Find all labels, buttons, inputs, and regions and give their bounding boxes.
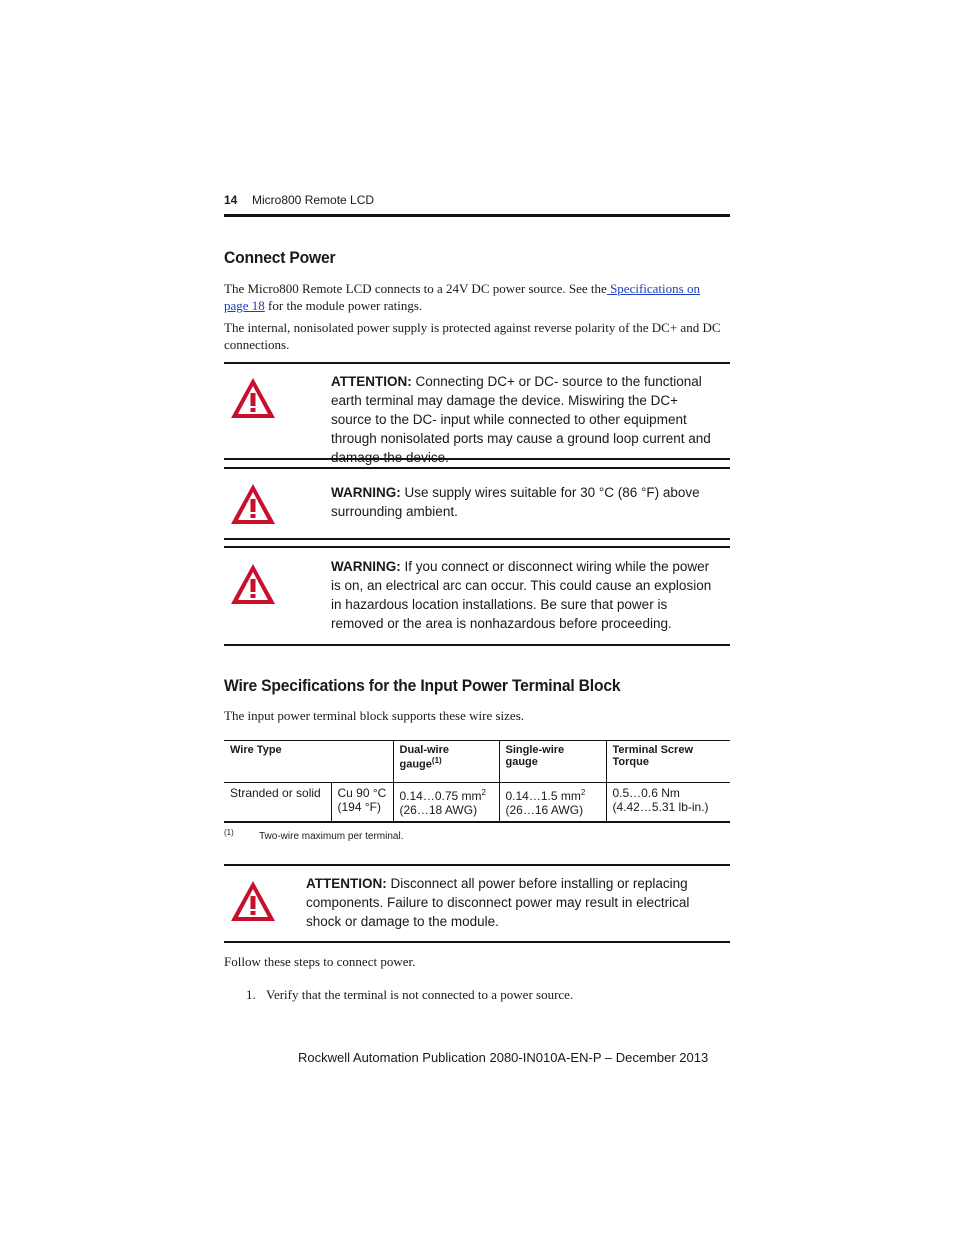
table-header-row <box>224 741 730 783</box>
notice-rule <box>224 644 730 646</box>
notice-text: If you connect or disconnect wiring while the power is on, an electrical arc can occur. This could cause an explosion in hazardous location installations. Be sure that power is removed or the area is nonhazardous before proceeding. <box>331 559 712 631</box>
notice-label: WARNING: <box>331 559 401 574</box>
notice-rule <box>224 864 730 866</box>
cell-single-wire: 0.14…1.5 $mm^2$ (26…16 AWG) <box>499 783 606 823</box>
step-number: 1. <box>246 987 256 1002</box>
attention-notice-4 <box>306 874 716 931</box>
warning-triangle-icon <box>229 482 277 526</box>
connect-power-heading: Connect Power <box>224 248 336 267</box>
notice-rule <box>224 546 730 548</box>
wire-spec-intro: The input power terminal block supports these wire sizes. <box>224 708 525 723</box>
notice-rule <box>224 538 730 540</box>
notice-rule <box>224 941 730 943</box>
footnote-mark: (1) <box>224 828 234 837</box>
notice-text: Connecting DC+ or DC- source to the functional earth terminal may damage the device. Miswiring the DC+ source to the DC- input while connected to other equipment through nonisolated ports may cause a ground loop current and <box>331 374 711 446</box>
cell-torque: 0.5…0.6 Nm (4.42…5.31 lb-in.) <box>606 783 730 823</box>
warning-triangle-icon <box>229 879 277 923</box>
header-rule <box>224 214 730 217</box>
notice-label: ATTENTION: <box>331 374 412 389</box>
cell-dual-wire: 0.14…0.75 $mm^2$ (26…18 AWG) <box>393 783 499 823</box>
cell-wire-type: Stranded or solid <box>224 783 331 823</box>
table-row <box>224 783 730 823</box>
notice-text: Use supply wires suitable for 30 °C (86 °F) above surrounding ambient. <box>331 485 700 519</box>
connect-power-para-1 <box>224 280 730 314</box>
footnote-text: Two-wire maximum per terminal. <box>259 831 404 842</box>
notice-rule <box>224 458 730 460</box>
connect-power-para-2: The internal, nonisolated power supply is protected against reverse polarity of the DC+ and DC connections. <box>224 320 721 352</box>
steps-intro: Follow these steps to connect power. <box>224 954 416 969</box>
step-text: Verify that the terminal is not connected to a power source. <box>266 987 574 1002</box>
publication-footer: Rockwell Automation Publication 2080-IN010A-EN-P – December 2013 <box>298 1050 709 1065</box>
notice-label: WARNING: <box>331 485 401 500</box>
para1-tail: for the module power ratings. <box>264 298 423 313</box>
wire-spec-table <box>224 740 730 823</box>
warning-triangle-icon <box>229 376 277 420</box>
warning-notice-2 <box>331 483 721 521</box>
header-dual-wire: Dual-wire gauge$^{(1)}$ <box>393 741 499 783</box>
running-title: Micro800 Remote LCD <box>252 193 375 207</box>
warning-notice-3 <box>331 557 721 633</box>
specifications-link[interactable]: Specifications on page 18 <box>224 281 700 313</box>
cell-rating: Cu 90 °C (194 °F) <box>331 783 393 823</box>
notice-rule <box>224 467 730 469</box>
attention-notice-1 <box>331 372 721 467</box>
wire-spec-heading: Wire Specifications for the Input Power Terminal Block <box>224 676 621 695</box>
page-number: 14 <box>224 193 238 207</box>
notice-rule <box>224 362 730 364</box>
notice-label: ATTENTION: <box>306 876 387 891</box>
notice-text: Disconnect all power before installing or replacing components. Failure to disconnect power may result in electrical shock or damage to the module. <box>306 876 690 929</box>
header-torque: Terminal Screw Torque <box>606 741 730 783</box>
warning-triangle-icon <box>229 562 277 606</box>
header-wire-type: Wire Type <box>224 741 393 783</box>
para1-text: The Micro800 Remote LCD connects to a 24V DC power source. See the <box>224 281 607 296</box>
header-single-wire: Single-wire gauge <box>499 741 606 783</box>
footnote-ref: (1) <box>431 756 442 765</box>
